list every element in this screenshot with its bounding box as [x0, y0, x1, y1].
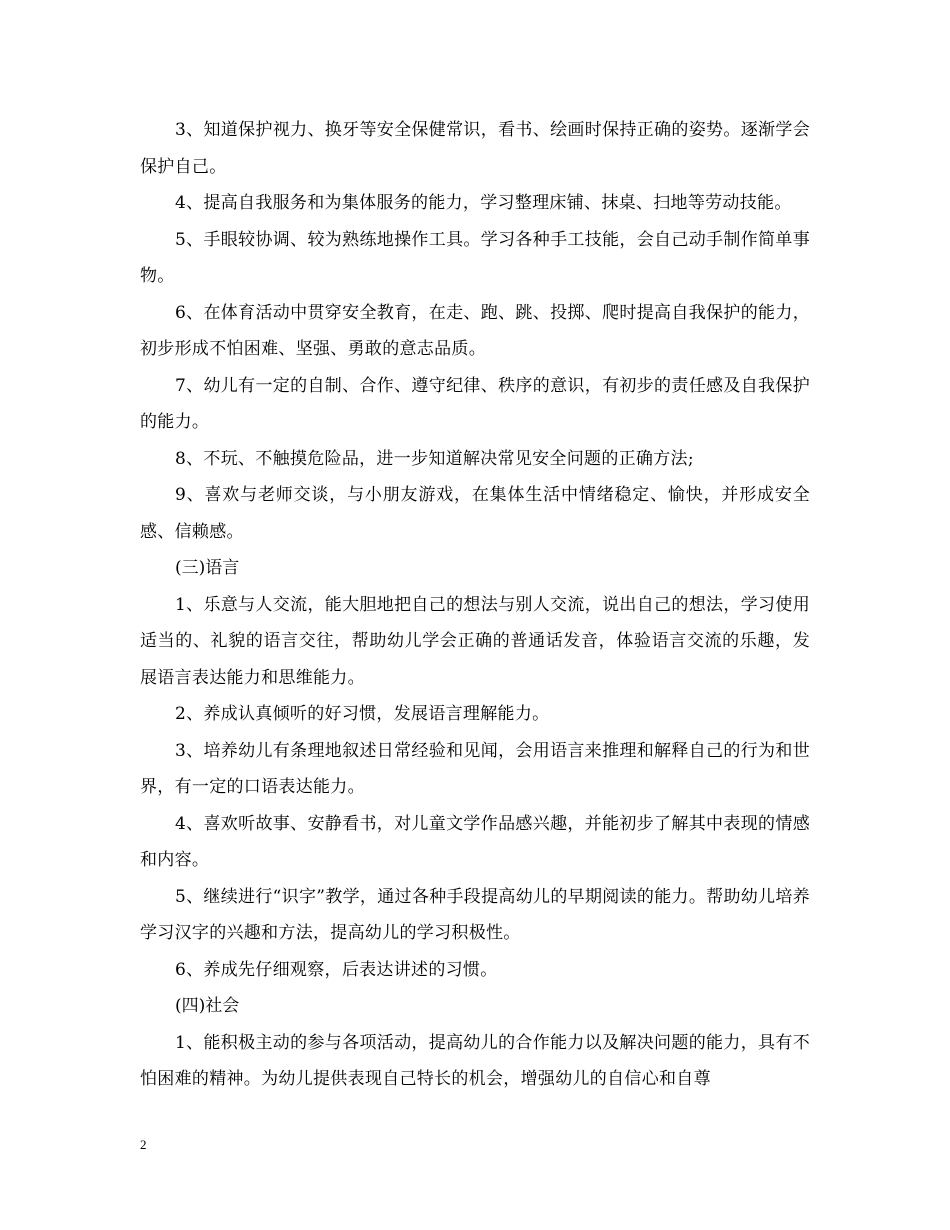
document-body	[140, 112, 810, 1098]
paragraph-item-8-danger: 8、不玩、不触摸危险品，进一步知道解决常见安全问题的正确方法;	[175, 448, 694, 469]
paragraph-language-4: 4、喜欢听故事、安静看书，对儿童文学作品感兴趣，并能初步了解其中表现的情感和内容。	[140, 813, 810, 870]
paragraph-item-5-hand-eye: 5、手眼较协调、较为熟练地操作工具。学习各种手工技能，会自己动手制作简单事物。	[140, 229, 810, 286]
paragraph-language-5: 5、继续进行“识字”教学，通过各种手段提高幼儿的早期阅读的能力。帮助幼儿培养学习汉字的兴趣和方法，提高幼儿的学习积极性。	[140, 886, 810, 943]
paragraph-language-3: 3、培养幼儿有条理地叙述日常经验和见闻，会用语言来推理和解释自己的行为和世界，有一定的口语表达能力。	[140, 740, 810, 797]
paragraph-language-1: 1、乐意与人交流，能大胆地把自己的想法与别人交流，说出自己的想法，学习使用适当的、礼貌的语言交往，帮助幼儿学会正确的普通话发音，体验语言交流的乐趣，发展语言表达能力和思维能力。	[140, 594, 810, 688]
section-heading-language: (三)语言	[175, 558, 240, 578]
paragraph-society-1: 1、能积极主动的参与各项活动，提高幼儿的合作能力以及解决问题的能力，具有不怕困难的精神。为幼儿提供表现自己特长的机会，增强幼儿的自信心和自尊	[140, 1032, 810, 1089]
paragraph-item-7-self-control: 7、幼儿有一定的自制、合作、遵守纪律、秩序的意识，有初步的责任感及自我保护的能力。	[140, 375, 810, 432]
page-number: 2	[140, 1137, 147, 1152]
paragraph-item-9-communication: 9、喜欢与老师交谈，与小朋友游戏，在集体生活中情绪稳定、愉快，并形成安全感、信赖感。	[140, 485, 810, 542]
paragraph-language-2: 2、养成认真倾听的好习惯，发展语言理解能力。	[175, 704, 550, 724]
paragraph-item-3-health: 3、知道保护视力、换牙等安全保健常识，看书、绘画时保持正确的姿势。逐渐学会保护自己。	[140, 120, 810, 177]
paragraph-item-4-self-service: 4、提高自我服务和为集体服务的能力，学习整理床铺、抹桌、扫地等劳动技能。	[175, 193, 792, 213]
paragraph-language-6: 6、养成先仔细观察，后表达讲述的习惯。	[175, 959, 498, 980]
paragraph-item-6-sports: 6、在体育活动中贯穿安全教育，在走、跑、跳、投掷、爬时提高自我保护的能力，初步形成不怕困难、坚强、勇敢的意志品质。	[140, 302, 810, 359]
section-heading-society: (四)社会	[175, 996, 240, 1016]
